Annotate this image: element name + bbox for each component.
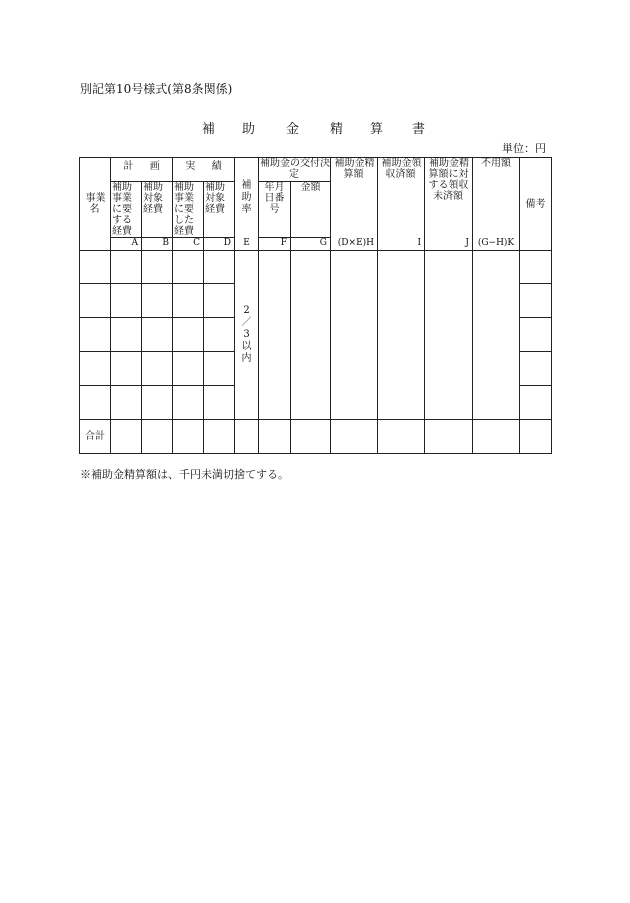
letter-d: D bbox=[204, 238, 235, 251]
letter-b: B bbox=[142, 238, 173, 251]
keikaku-char: 画 bbox=[149, 161, 160, 172]
header-keikaku bbox=[111, 158, 173, 182]
total-label: 合計 bbox=[80, 420, 111, 454]
total-row bbox=[80, 420, 552, 454]
letter-k: (G−H)K bbox=[473, 238, 520, 251]
letter-h: (D×E)H bbox=[331, 238, 378, 251]
header-col-c: 補助事業に要した経費 bbox=[173, 182, 204, 238]
rate-value: 2／3以内 bbox=[235, 251, 259, 420]
letter-j: J bbox=[425, 238, 473, 251]
header-col-f: 年月日番号 bbox=[259, 182, 291, 238]
header-col-b: 補助対象経費 bbox=[142, 182, 173, 238]
title-char: 精 bbox=[330, 122, 344, 137]
letter-i: I bbox=[378, 238, 425, 251]
header-col-i: 補助金領収済額 bbox=[378, 158, 425, 238]
header-rate: 補助率 bbox=[235, 158, 259, 238]
keikaku-char: 計 bbox=[123, 161, 134, 172]
title-char: 金 bbox=[286, 122, 300, 137]
letter-e: E bbox=[235, 238, 259, 251]
header-col-j: 補助金精算額に対する領収未済額 bbox=[425, 158, 473, 238]
title-char: 算 bbox=[370, 122, 384, 137]
header-col-a: 補助事業に要する経費 bbox=[111, 182, 142, 238]
settlement-table bbox=[79, 157, 552, 454]
unit-label: 単位：円 bbox=[502, 142, 546, 155]
letter-a: A bbox=[111, 238, 142, 251]
title-char: 補 bbox=[202, 122, 216, 137]
header-jigyomei: 事業名 bbox=[80, 158, 111, 251]
footnote: ※補助金精算額は、千円未満切捨てする。 bbox=[80, 468, 289, 481]
jisseki-char: 実 bbox=[185, 161, 196, 172]
header-col-k: 不用額 bbox=[473, 158, 520, 238]
title-char: 助 bbox=[242, 122, 256, 137]
header-biko: 備考 bbox=[520, 158, 552, 251]
letter-f: F bbox=[259, 238, 291, 251]
header-jisseki bbox=[173, 158, 235, 182]
header-col-h: 補助金精算額 bbox=[331, 158, 378, 238]
letter-c: C bbox=[173, 238, 204, 251]
table-row bbox=[80, 251, 552, 284]
header-kofu: 補助金の交付決定 bbox=[260, 158, 330, 180]
header-col-d: 補助対象経費 bbox=[204, 182, 235, 238]
form-label: 別記第10号様式(第8条関係) bbox=[80, 82, 233, 96]
title-char: 書 bbox=[412, 122, 426, 137]
letter-g: G bbox=[291, 238, 331, 251]
header-col-g: 金額 bbox=[291, 182, 331, 238]
jisseki-char: 績 bbox=[211, 161, 222, 172]
